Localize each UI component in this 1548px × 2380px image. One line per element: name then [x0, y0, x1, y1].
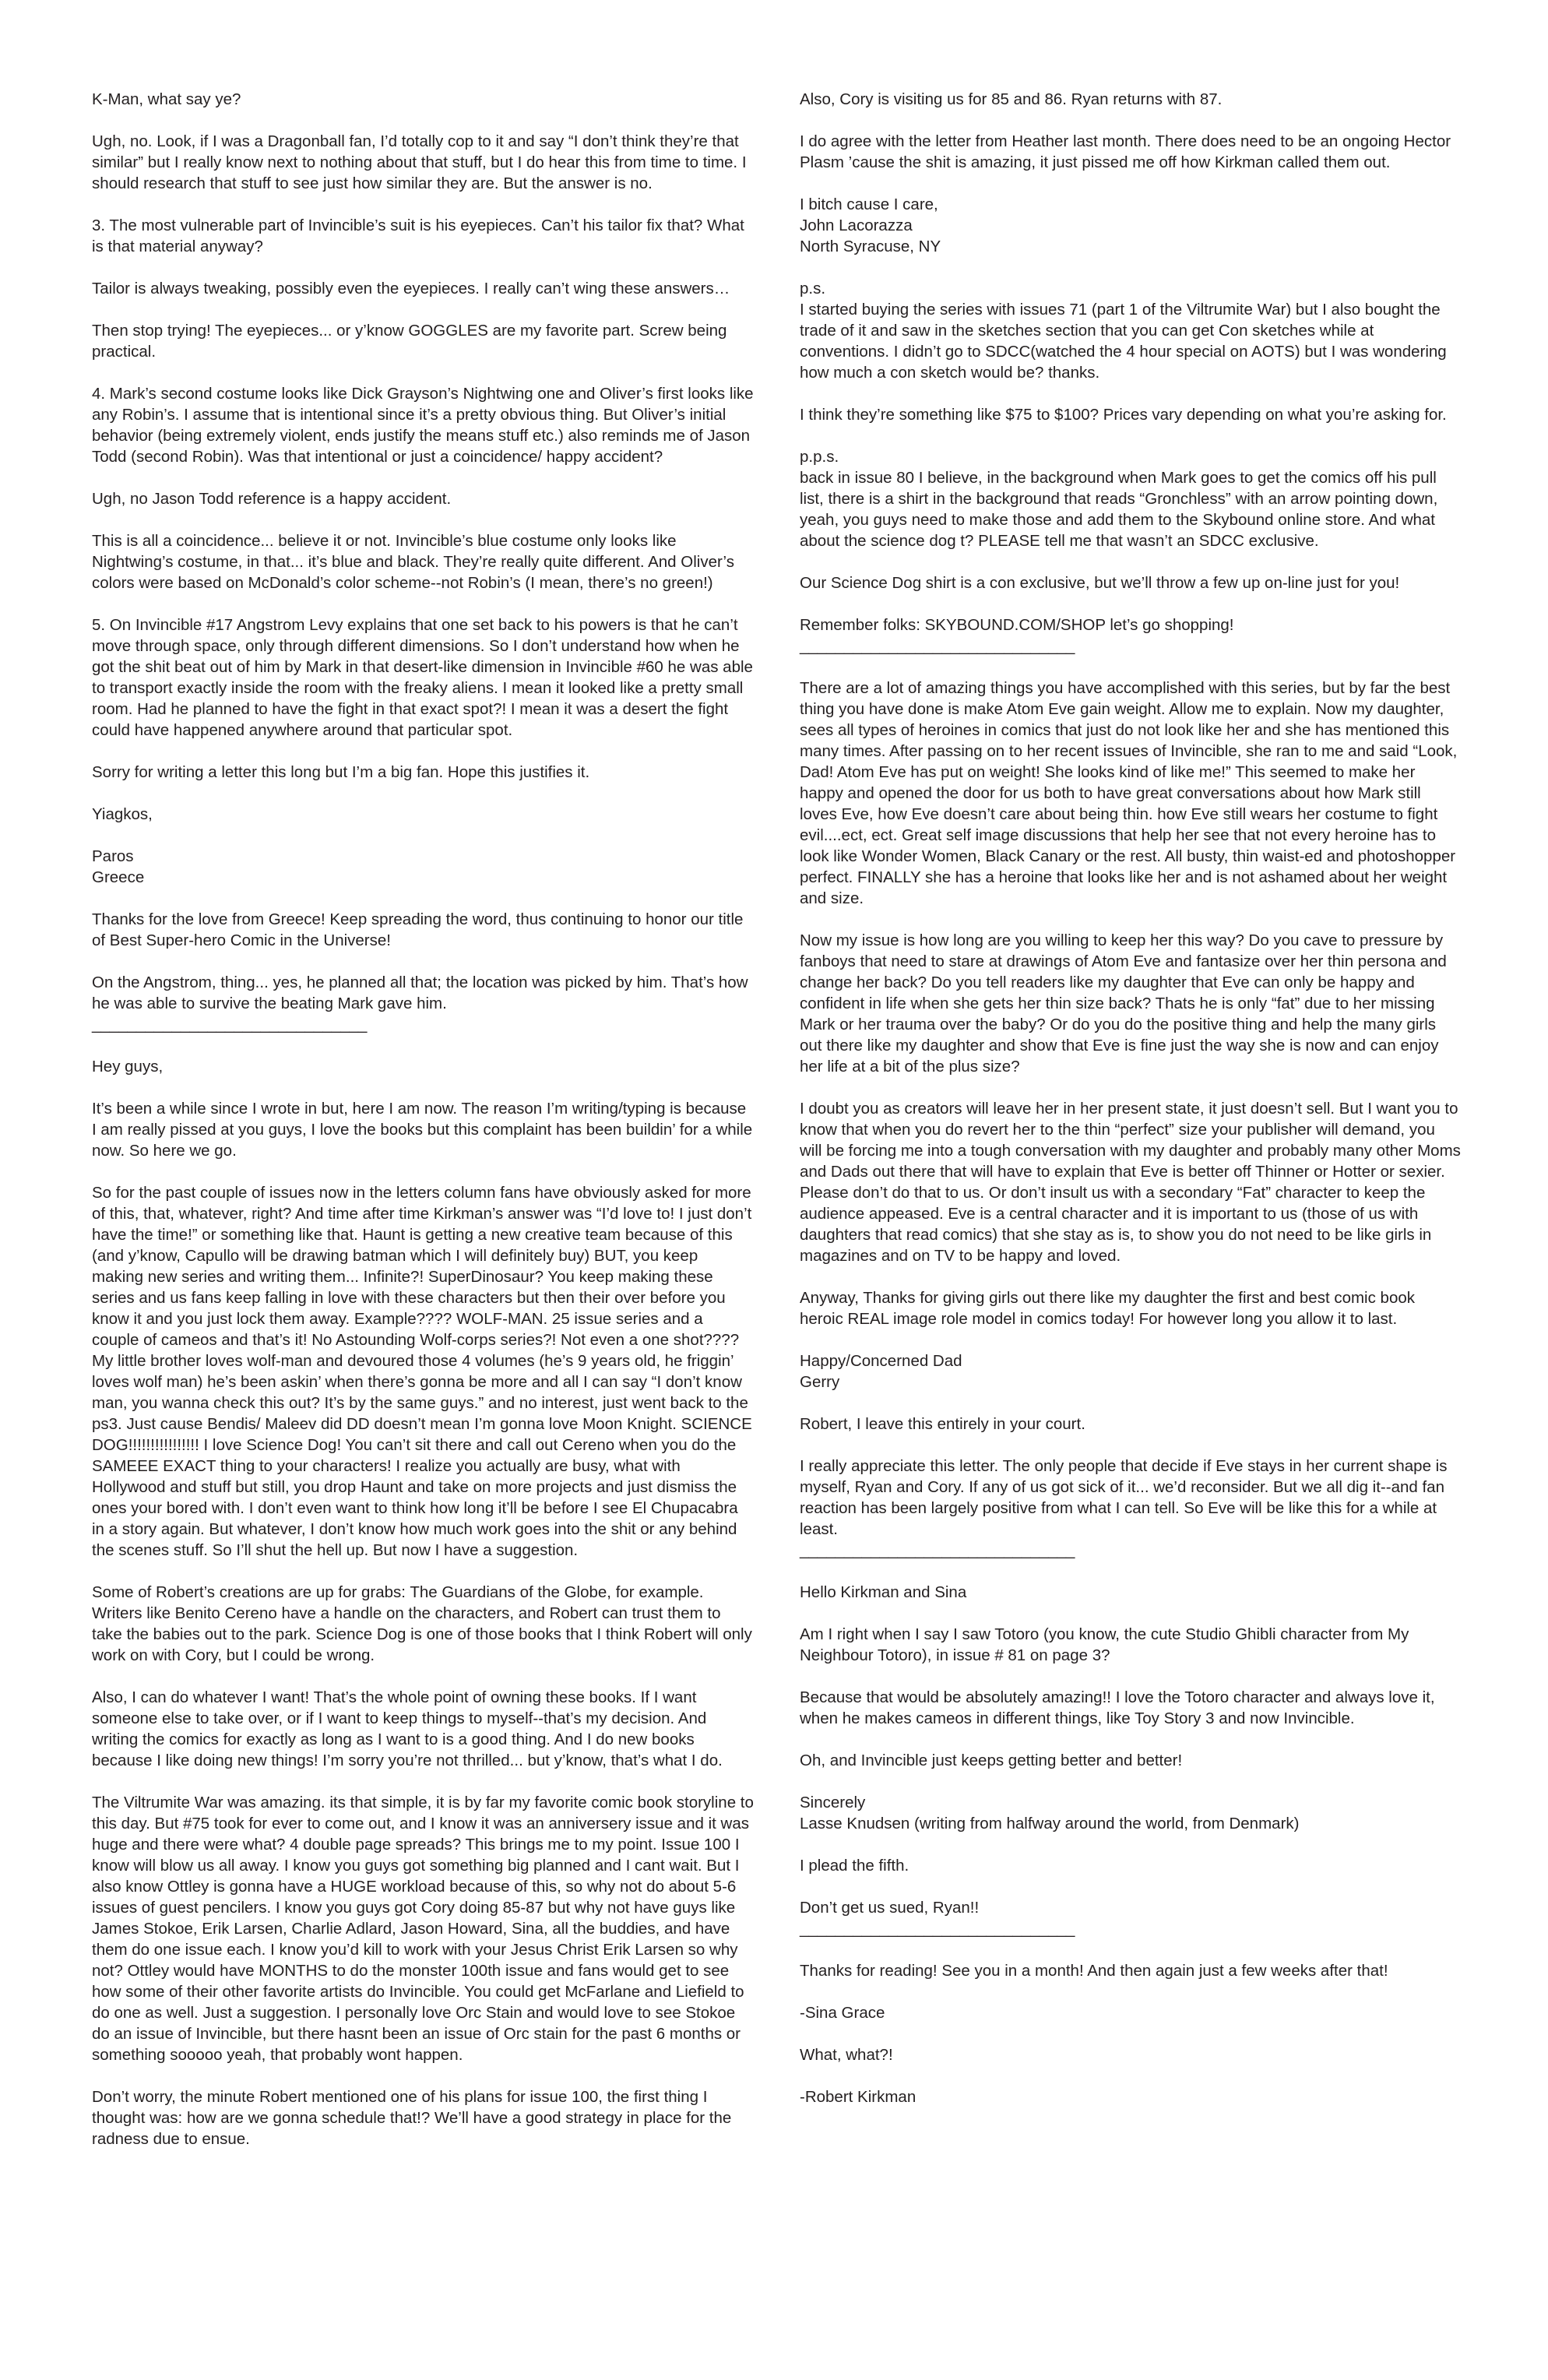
letter-paragraph: Paros Greece — [92, 847, 145, 886]
letter-paragraph: Hey guys, — [92, 1058, 164, 1076]
letter-paragraph: p.s. I started buying the series with issues 71 (part 1 of the Viltrumite War) but I also bought the trade of it and saw in the sketches section that you can get Con sketches while at conventions. I didn’t go to SDCC(watched the 4 hour special on AOTS) but I was wondering how much a con sketch would be? thanks. — [800, 280, 1447, 382]
letter-paragraph: I bitch cause I care, John Lacorazza North Syracuse, NY — [800, 195, 941, 255]
letter-paragraph: Also, Cory is visiting us for 85 and 86. Ryan returns with 87. — [800, 90, 1223, 108]
letter-paragraph: Also, I can do whatever I want! That’s the whole point of owning these books. If I want someone else to take over, or if I want to keep things to myself--that’s my decision. And writing the comics for exactly as long as I want to is a good thing. And I do new books because I like doing new things! I’m sorry you’re not thrilled... but y’know, that’s what I do. — [92, 1688, 723, 1769]
left-column — [92, 89, 754, 2171]
letter-paragraph: Happy/Concerned Dad Gerry — [800, 1352, 962, 1391]
letter-paragraph: It’s been a while since I wrote in but, here I am now. The reason I’m writing/typing is because I am really pissed at you guys, I love the books but this complaint has been buildin’ for a while now. So here we go. — [92, 1100, 753, 1160]
right-column — [800, 89, 1462, 2128]
letter-paragraph: K-Man, what say ye? — [92, 90, 241, 108]
letter-paragraph: Some of Robert’s creations are up for grabs: The Guardians of the Globe, for example. Writers like Benito Cereno have a handle on the characters, and Robert can trust them to take the babies out to the park. Science Dog is one of those books that I think Robert will only work on with Cory, but I could be wrong. — [92, 1583, 752, 1664]
letter-paragraph: Because that would be absolutely amazing!! I love the Totoro character and always love it, when he makes cameos in different things, like Toy Story 3 and now Invincible. — [800, 1688, 1435, 1727]
letter-paragraph: I do agree with the letter from Heather last month. There does need to be an ongoing Hector Plasm ’cause the shit is amazing, it just pissed me off how Kirkman called them out. — [800, 132, 1451, 171]
letter-paragraph: Our Science Dog shirt is a con exclusive, but we’ll throw a few up on-line just for you! — [800, 574, 1400, 592]
letter-paragraph: On the Angstrom, thing... yes, he planned all that; the location was picked by him. That’s how he was able to survive the beating Mark gave him. _______________________________ — [92, 973, 748, 1033]
letter-paragraph: Ugh, no. Look, if I was a Dragonball fan, I’d totally cop to it and say “I don’t think they’re that similar” but I really know next to nothing about that stuff, but I do hear this from time to time. I should research that stuff to see just how similar they are. But the answer is no. — [92, 132, 747, 192]
letter-paragraph: Sorry for writing a letter this long but I’m a big fan. Hope this justifies it. — [92, 763, 590, 781]
letter-paragraph: 3. The most vulnerable part of Invincible’s suit is his eyepieces. Can’t his tailor fix that? What is that material anyway? — [92, 217, 744, 255]
letter-paragraph: I doubt you as creators will leave her in her present state, it just doesn’t sell. But I want you to know that when you do revert her to the thin “perfect” size your publisher will demand, you will be forcing me into a tough conversation with my daughter and probably many other Moms and Dads out there that will have to explain that Eve is better off Thinner or Hotter or sexier. Please don’t do that to us. Or don’t insult us with a secondary “Fat” character to keep the audience appeased. Eve is a central character and it is important to us (those of us with daughters that read comics) that she stay as is, to show you do not need to be like girls in magazines and on TV to be happy and loved. — [800, 1100, 1461, 1265]
letter-paragraph: Yiagkos, — [92, 805, 153, 823]
letter-paragraph: Then stop trying! The eyepieces... or y’know GOGGLES are my favorite part. Screw being practical. — [92, 322, 727, 361]
letter-paragraph: Remember folks: SKYBOUND.COM/SHOP let’s go shopping! _______________________________ — [800, 616, 1234, 655]
letter-paragraph: Oh, and Invincible just keeps getting better and better! — [800, 1752, 1183, 1769]
letter-paragraph: Hello Kirkman and Sina — [800, 1583, 967, 1601]
letter-paragraph: This is all a coincidence... believe it or not. Invincible’s blue costume only looks like Nightwing’s costume, in that... it’s blue and black. They’re really quite different. And Oliver’s colors were based on McDonald’s color scheme--not Robin’s (I mean, there’s no green!) — [92, 532, 734, 592]
letter-paragraph: Now my issue is how long are you willing to keep her this way? Do you cave to pressure by fanboys that need to stare at drawings of Atom Eve and fantasize over her thin persona and change her back? Do you tell readers like my daughter that Eve can only be happy and confident in life when she gets her thin size back? Thats he is only “fat” due to her missing Mark or her trauma over the baby? Or do you do the positive thing and help the many girls out there like my daughter and show that Eve is fine just the way she is now and can enjoy her life at a bit of the plus size? — [800, 931, 1447, 1076]
letter-paragraph: What, what?! — [800, 2046, 893, 2064]
letter-paragraph: Am I right when I say I saw Totoro (you know, the cute Studio Ghibli character from My Neighbour Totoro), in issue # 81 on page 3? — [800, 1625, 1409, 1664]
letter-paragraph: I plead the fifth. — [800, 1857, 909, 1875]
letter-paragraph: So for the past couple of issues now in the letters column fans have obviously asked for more of this, that, whatever, right? And time after time Kirkman’s answer was “I’d love to! I just don’t have the time!” or something like that. Haunt is getting a new creative team because of this (and y’know, Capullo will be drawing batman which I will definitely buy) BUT, you keep making new series and writing them... Infinite?! SuperDinosaur? You keep making these series and us fans keep falling in love with these characters but then their over before you know it and you just lock them away. Example???? WOLF-MAN. 25 issue series and a couple of cameos and that’s it! No Astounding Wolf-corps series?! Not even a one shot???? My little brother loves wolf-man and devoured those 4 volumes (he’s 9 years old, he friggin’ loves wolf man) he’s been askin’ when there’s gonna be more and all I can say “I don’t know man, you wanna check this out? It’s by the same guys.” and no interest, just went back to the ps3. Just cause Bendis/ Maleev did DD doesn’t mean I’m gonna love Moon Knight. SCIENCE DOG!!!!!!!!!!!!!!!! I love Science Dog! You can’t sit there and call out Cereno when you do the SAMEEE EXACT thing to your characters! I realize you actually are busy, what with Hollywood and stuff but still, you drop Haunt and take on more projects and just dismiss the ones your bored with. I don’t even want to think how long it’ll be before I see El Chupacabra in a story again. But whatever, I don’t know how much work goes into the shit or any behind the scenes stuff. So I’ll shut the hell up. But now I have a suggestion. — [92, 1184, 752, 1559]
letter-paragraph: Sincerely Lasse Knudsen (writing from halfway around the world, from Denmark) — [800, 1794, 1300, 1833]
letter-paragraph: I really appreciate this letter. The only people that decide if Eve stays in her current shape is myself, Ryan and Cory. If any of us got sick of it... we’d reconsider. But we all dig it--and fan reaction has been largely positive from what I can tell. So Eve will be like this for a while at least. _______________________________ — [800, 1457, 1448, 1559]
letter-paragraph: Don’t worry, the minute Robert mentioned one of his plans for issue 100, the first thing I thought was: how are we gonna schedule that!? We’ll have a good strategy in place for the radness due to ensue. — [92, 2088, 732, 2148]
letter-paragraph: 4. Mark’s second costume looks like Dick Grayson’s Nightwing one and Oliver’s first looks like any Robin’s. I assume that is intentional since it’s a pretty obvious thing. But Oliver’s initial behavior (being extremely violent, ends justify the means stuff etc.) also reminds me of Jason Todd (second Robin). Was that intentional or just a coincidence/ happy accident? — [92, 385, 754, 466]
letter-paragraph: p.p.s. back in issue 80 I believe, in the background when Mark goes to get the comics off his pull list, there is a shirt in the background that reads “Gronchless” with an arrow pointing down, yeah, you guys need to make those and add them to the Skybound online store. And what about the science dog t? PLEASE tell me that wasn’t an SDCC exclusive. — [800, 448, 1438, 550]
letter-paragraph: Robert, I leave this entirely in your court. — [800, 1415, 1085, 1433]
letter-paragraph: Tailor is always tweaking, possibly even the eyepieces. I really can’t wing these answers… — [92, 280, 730, 298]
letter-paragraph: Thanks for the love from Greece! Keep spreading the word, thus continuing to honor our title of Best Super-hero Comic in the Universe! — [92, 910, 744, 949]
letter-paragraph: Thanks for reading! See you in a month! And then again just a few weeks after that! — [800, 1962, 1388, 1980]
letter-paragraph: The Viltrumite War was amazing. its that simple, it is by far my favorite comic book storyline to this day. But #75 took for ever to come out, and I know it was an anniversery issue and it was huge and there were what? 4 double page spreads? This brings me to my point. Issue 100 I know will blow us all away. I know you guys got something big planned and I cant wait. But I also know Ottley is gonna have a HUGE workload because of this, so why not do about 5-6 issues of guest pencilers. I know you guys got Cory doing 85-87 but why not have guys like James Stokoe, Erik Larsen, Charlie Adlard, Jason Howard, Sina, all the buddies, and have them do one issue each. I know you’d kill to work with your Jesus Christ Erik Larsen so why not? Ottley would have MONTHS to do the monster 100th issue and fans would get to see how some of their other favorite artists do Invincible. You could get McFarlane and Liefield to do one as well. Just a suggestion. I personally love Orc Stain and would love to see Stokoe do an issue of Invincible, but there hasnt been an issue of Orc stain for the past 6 months or something sooooo yeah, that probably wont happen. — [92, 1794, 754, 2064]
letter-paragraph: There are a lot of amazing things you have accomplished with this series, but by far the best thing you have done is make Atom Eve gain weight. Allow me to explain. Now my daughter, sees all types of heroines in comics that just do not look like her and she has mentioned this many times. After passing on to her recent issues of Invincible, she ran to me and said “Look, Dad! Atom Eve has put on weight! She looks kind of like me!” This seemed to make her happy and opened the door for us both to have great conversations about how Mark still loves Eve, how Eve doesn’t care about being thin. how Eve still wears her costume to fight evil....ect, ect. Great self image discussions that help her see that not every heroine has to look like Wonder Women, Black Canary or the rest. All busty, thin waist-ed and photoshopper perfect. FINALLY she has a heroine that looks like her and is not ashamed about her weight and size. — [800, 679, 1458, 907]
letter-paragraph: 5. On Invincible #17 Angstrom Levy explains that one set back to his powers is that he can’t move through space, only through different dimensions. So I don’t understand how when he got the shit beat out of him by Mark in that desert-like dimension in Invincible #60 he was able to transport exactly inside the room with the freaky aliens. I mean it looked like a pretty small room. Had he planned to have the fight in that exact spot?! I mean it was a desert the fight could have happened anywhere around that particular spot. — [92, 616, 753, 739]
letter-paragraph: -Sina Grace — [800, 2004, 885, 2022]
letter-paragraph: Anyway, Thanks for giving girls out there like my daughter the first and best comic book heroic REAL image role model in comics today! For however long you allow it to last. — [800, 1289, 1416, 1328]
letter-paragraph: Ugh, no Jason Todd reference is a happy accident. — [92, 490, 452, 508]
letter-paragraph: I think they’re something like $75 to $100? Prices vary depending on what you’re asking for. — [800, 406, 1447, 424]
letter-paragraph: Don’t get us sued, Ryan!! _______________________________ — [800, 1899, 1075, 1938]
letter-paragraph: -Robert Kirkman — [800, 2088, 916, 2106]
